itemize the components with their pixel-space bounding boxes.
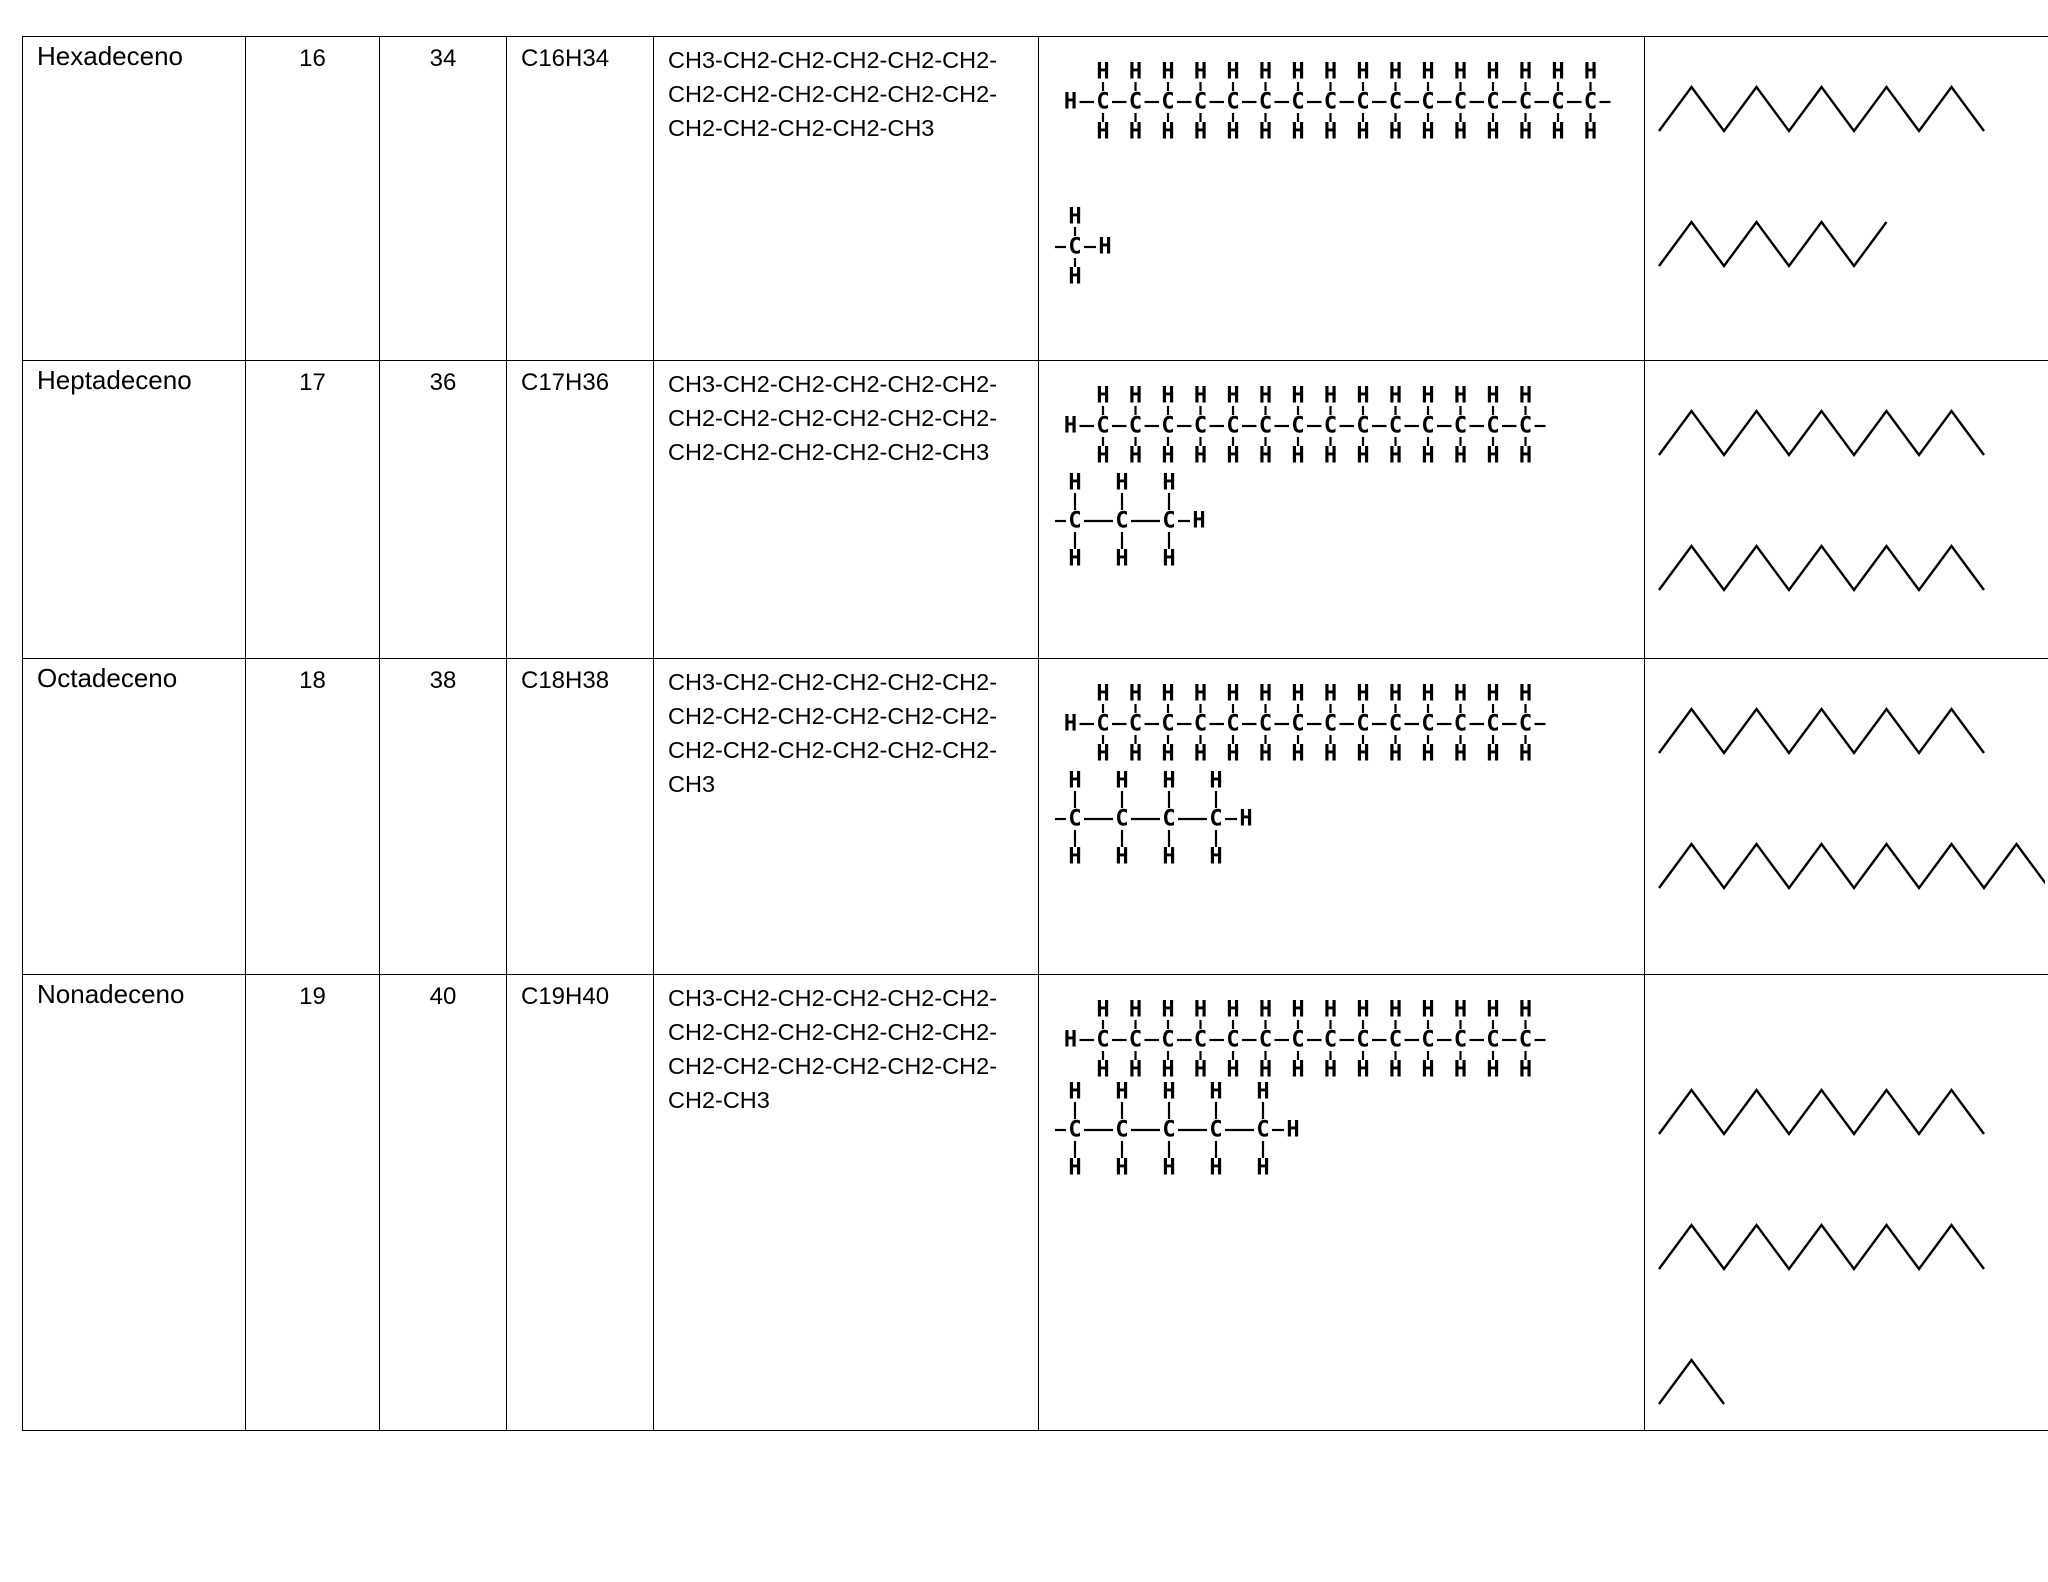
carbon-atom: C	[1161, 1027, 1175, 1053]
hydrogen-atom: H	[1128, 119, 1143, 145]
hydrogen-atom: H	[1356, 443, 1370, 469]
hydrogen-atom: H	[1162, 1155, 1176, 1181]
hydrogen-atom: H	[1258, 997, 1273, 1023]
hydrogen-atom: H	[1518, 383, 1533, 409]
hydrogen-atom: H	[1258, 1057, 1273, 1083]
carbon-atom: C	[1162, 1117, 1176, 1143]
hydrogen-atom: H	[1323, 119, 1338, 145]
hydrogen-atom: H	[1128, 681, 1143, 707]
hydrogen-atom: H	[1161, 443, 1175, 469]
carbon-atom: C	[1226, 1027, 1240, 1053]
hydrogen-atom: H	[1356, 741, 1370, 767]
hydrogen-atom: H	[1486, 997, 1500, 1023]
hydrogen-atom: H	[1486, 59, 1500, 85]
hydrogen-atom: H	[1453, 119, 1468, 145]
table-row	[23, 975, 2048, 1431]
hydrogen-atom: H	[1323, 1057, 1338, 1083]
carbon-atom: C	[1388, 413, 1403, 439]
hydrogen-atom: H	[1161, 383, 1175, 409]
hydrogen-count: 36	[380, 361, 507, 659]
hydrogen-atom: H	[1583, 59, 1598, 85]
carbon-atom: C	[1323, 413, 1338, 439]
hydrogen-atom: H	[1518, 59, 1533, 85]
carbon-atom: C	[1068, 806, 1082, 832]
skeletal-formula	[1645, 361, 2048, 658]
hydrogen-atom: H	[1096, 681, 1110, 707]
hydrogen-atom: H	[1193, 383, 1208, 409]
hydrogen-atom: H	[1063, 711, 1078, 737]
carbon-atom: C	[1291, 1027, 1305, 1053]
skeletal-chain	[1659, 1360, 1724, 1404]
hydrogen-atom: H	[1291, 1057, 1305, 1083]
hydrogen-atom: H	[1226, 443, 1240, 469]
hydrogen-atom: H	[1063, 1027, 1078, 1053]
hydrogen-count: 40	[380, 975, 507, 1431]
hydrogen-atom: H	[1128, 59, 1143, 85]
table-row	[23, 361, 2048, 659]
hydrogen-atom: H	[1161, 681, 1175, 707]
hydrogen-atom: H	[1323, 997, 1338, 1023]
alkane-table	[22, 36, 2048, 1431]
carbon-atom: C	[1115, 508, 1129, 534]
hydrogen-atom: H	[1486, 383, 1500, 409]
structural-formula	[1039, 659, 1644, 969]
hydrogen-atom: H	[1388, 59, 1403, 85]
hydrogen-atom: H	[1291, 681, 1305, 707]
hydrogen-atom: H	[1162, 844, 1176, 870]
hydrogen-atom: H	[1291, 119, 1305, 145]
carbon-atom: C	[1323, 89, 1338, 115]
carbon-atom: C	[1226, 89, 1240, 115]
carbon-atom: C	[1161, 413, 1175, 439]
hydrogen-atom: H	[1161, 1057, 1175, 1083]
hydrogen-atom: H	[1421, 997, 1435, 1023]
carbon-atom: C	[1209, 806, 1223, 832]
hydrogen-atom: H	[1291, 443, 1305, 469]
hydrogen-atom: H	[1209, 1079, 1223, 1105]
hydrogen-atom: H	[1258, 119, 1273, 145]
hydrogen-atom: H	[1068, 768, 1082, 794]
hydrogen-atom: H	[1486, 119, 1500, 145]
carbon-atom: C	[1096, 711, 1110, 737]
hydrogen-atom: H	[1323, 741, 1338, 767]
hydrogen-atom: H	[1128, 1057, 1143, 1083]
hydrogen-atom: H	[1162, 470, 1176, 496]
hydrogen-atom: H	[1453, 741, 1468, 767]
hydrogen-atom: H	[1098, 234, 1112, 260]
hydrogen-atom: H	[1162, 1079, 1176, 1105]
skeletal-formula	[1645, 975, 2048, 1430]
hydrogen-atom: H	[1209, 768, 1223, 794]
carbon-atom: C	[1388, 1027, 1403, 1053]
structural-formula	[1039, 37, 1644, 355]
carbon-atom: C	[1128, 89, 1143, 115]
hydrogen-atom: H	[1453, 681, 1468, 707]
hydrogen-atom: H	[1115, 546, 1129, 572]
hydrogen-atom: H	[1226, 741, 1240, 767]
hydrogen-atom: H	[1115, 768, 1129, 794]
carbon-atom: C	[1291, 711, 1305, 737]
hydrogen-atom: H	[1063, 89, 1078, 115]
hydrogen-atom: H	[1486, 1057, 1500, 1083]
hydrogen-atom: H	[1356, 997, 1370, 1023]
carbon-atom: C	[1128, 711, 1143, 737]
hydrogen-atom: H	[1323, 59, 1338, 85]
carbon-atom: C	[1356, 1027, 1370, 1053]
hydrogen-count: 38	[380, 659, 507, 975]
molecular-formula: C18H38	[507, 659, 654, 975]
carbon-atom: C	[1128, 413, 1143, 439]
carbon-atom: C	[1161, 711, 1175, 737]
carbon-atom: C	[1068, 1117, 1082, 1143]
hydrogen-atom: H	[1258, 741, 1273, 767]
compound-name: Octadeceno	[23, 659, 246, 975]
hydrogen-atom: H	[1453, 383, 1468, 409]
carbon-atom: C	[1258, 89, 1273, 115]
hydrogen-atom: H	[1291, 741, 1305, 767]
hydrogen-atom: H	[1193, 681, 1208, 707]
hydrogen-atom: H	[1192, 508, 1206, 534]
carbon-atom: C	[1486, 89, 1500, 115]
hydrogen-atom: H	[1551, 119, 1565, 145]
skeletal-formula-cell	[1645, 361, 2048, 659]
semi-developed-formula: CH3-CH2-CH2-CH2-CH2-CH2- CH2-CH2-CH2-CH2-CH2-CH2- CH2-CH2-CH2-CH2-CH2-CH2- CH2-CH3	[654, 975, 1039, 1431]
carbon-count: 18	[246, 659, 380, 975]
hydrogen-atom: H	[1388, 119, 1403, 145]
hydrogen-atom: H	[1486, 741, 1500, 767]
hydrogen-atom: H	[1128, 741, 1143, 767]
hydrogen-atom: H	[1226, 59, 1240, 85]
hydrogen-atom: H	[1193, 997, 1208, 1023]
hydrogen-atom: H	[1356, 681, 1370, 707]
carbon-atom: C	[1291, 89, 1305, 115]
hydrogen-atom: H	[1096, 443, 1110, 469]
hydrogen-atom: H	[1162, 768, 1176, 794]
carbon-atom: C	[1115, 806, 1129, 832]
table-row	[23, 659, 2048, 975]
hydrogen-atom: H	[1096, 997, 1110, 1023]
compound-name: Heptadeceno	[23, 361, 246, 659]
hydrogen-atom: H	[1068, 844, 1082, 870]
carbon-atom: C	[1115, 1117, 1129, 1143]
hydrogen-atom: H	[1323, 443, 1338, 469]
hydrogen-atom: H	[1518, 119, 1533, 145]
carbon-atom: C	[1453, 1027, 1468, 1053]
carbon-atom: C	[1068, 234, 1082, 260]
hydrogen-atom: H	[1115, 844, 1129, 870]
hydrogen-atom: H	[1291, 59, 1305, 85]
hydrogen-atom: H	[1068, 470, 1082, 496]
hydrogen-atom: H	[1421, 681, 1435, 707]
structural-formula-cell	[1039, 37, 1645, 361]
hydrogen-atom: H	[1162, 546, 1176, 572]
hydrogen-atom: H	[1583, 119, 1598, 145]
hydrogen-atom: H	[1226, 681, 1240, 707]
hydrogen-atom: H	[1096, 1057, 1110, 1083]
hydrogen-atom: H	[1256, 1155, 1270, 1181]
structural-formula-cell	[1039, 361, 1645, 659]
hydrogen-atom: H	[1068, 264, 1082, 290]
hydrogen-atom: H	[1388, 741, 1403, 767]
skeletal-chain	[1659, 1090, 1984, 1134]
carbon-atom: C	[1096, 1027, 1110, 1053]
hydrogen-atom: H	[1068, 1155, 1082, 1181]
carbon-atom: C	[1421, 711, 1435, 737]
carbon-atom: C	[1209, 1117, 1223, 1143]
hydrogen-atom: H	[1286, 1117, 1300, 1143]
hydrogen-atom: H	[1068, 546, 1082, 572]
hydrogen-atom: H	[1161, 741, 1175, 767]
skeletal-formula	[1645, 659, 2048, 974]
hydrogen-atom: H	[1356, 1057, 1370, 1083]
carbon-atom: C	[1453, 711, 1468, 737]
carbon-atom: C	[1128, 1027, 1143, 1053]
hydrogen-atom: H	[1421, 443, 1435, 469]
structural-formula	[1039, 975, 1644, 1425]
skeletal-formula-cell	[1645, 975, 2048, 1431]
carbon-atom: C	[1583, 89, 1598, 115]
carbon-atom: C	[1388, 89, 1403, 115]
hydrogen-atom: H	[1209, 1155, 1223, 1181]
hydrogen-atom: H	[1226, 1057, 1240, 1083]
skeletal-chain	[1659, 411, 1984, 455]
molecular-formula: C17H36	[507, 361, 654, 659]
carbon-atom: C	[1453, 89, 1468, 115]
hydrogen-atom: H	[1518, 443, 1533, 469]
hydrogen-atom: H	[1258, 383, 1273, 409]
carbon-atom: C	[1388, 711, 1403, 737]
hydrogen-atom: H	[1096, 741, 1110, 767]
hydrogen-atom: H	[1323, 681, 1338, 707]
carbon-atom: C	[1258, 711, 1273, 737]
hydrogen-atom: H	[1226, 383, 1240, 409]
hydrogen-atom: H	[1388, 1057, 1403, 1083]
skeletal-chain	[1659, 546, 1984, 590]
hydrogen-atom: H	[1453, 997, 1468, 1023]
hydrogen-atom: H	[1193, 59, 1208, 85]
hydrogen-atom: H	[1486, 681, 1500, 707]
carbon-atom: C	[1421, 89, 1435, 115]
skeletal-chain	[1659, 222, 1887, 266]
hydrogen-atom: H	[1388, 383, 1403, 409]
carbon-count: 16	[246, 37, 380, 361]
carbon-atom: C	[1068, 508, 1082, 534]
hydrogen-atom: H	[1256, 1079, 1270, 1105]
carbon-atom: C	[1551, 89, 1565, 115]
carbon-atom: C	[1193, 1027, 1208, 1053]
hydrogen-atom: H	[1193, 1057, 1208, 1083]
carbon-atom: C	[1421, 413, 1435, 439]
structural-formula-cell	[1039, 659, 1645, 975]
carbon-atom: C	[1096, 413, 1110, 439]
table-row	[23, 37, 2048, 361]
hydrogen-atom: H	[1193, 741, 1208, 767]
carbon-atom: C	[1162, 806, 1176, 832]
hydrogen-atom: H	[1551, 59, 1565, 85]
carbon-atom: C	[1356, 89, 1370, 115]
compound-name: Nonadeceno	[23, 975, 246, 1431]
structural-formula	[1039, 361, 1644, 653]
hydrogen-atom: H	[1226, 997, 1240, 1023]
hydrogen-atom: H	[1068, 204, 1082, 230]
hydrogen-atom: H	[1421, 383, 1435, 409]
hydrogen-atom: H	[1518, 741, 1533, 767]
molecular-formula: C19H40	[507, 975, 654, 1431]
carbon-atom: C	[1486, 711, 1500, 737]
hydrogen-atom: H	[1388, 681, 1403, 707]
carbon-atom: C	[1518, 413, 1533, 439]
hydrogen-atom: H	[1421, 119, 1435, 145]
hydrogen-atom: H	[1115, 1155, 1129, 1181]
hydrogen-atom: H	[1258, 443, 1273, 469]
carbon-atom: C	[1161, 89, 1175, 115]
hydrogen-count: 34	[380, 37, 507, 361]
hydrogen-atom: H	[1193, 119, 1208, 145]
hydrogen-atom: H	[1226, 119, 1240, 145]
semi-developed-formula: CH3-CH2-CH2-CH2-CH2-CH2- CH2-CH2-CH2-CH2-CH2-CH2- CH2-CH2-CH2-CH2-CH2-CH2- CH3	[654, 659, 1039, 975]
skeletal-chain	[1659, 87, 1984, 131]
skeletal-chain	[1659, 1225, 1984, 1269]
hydrogen-atom: H	[1356, 59, 1370, 85]
hydrogen-atom: H	[1291, 997, 1305, 1023]
hydrogen-atom: H	[1115, 1079, 1129, 1105]
carbon-atom: C	[1291, 413, 1305, 439]
carbon-atom: C	[1162, 508, 1176, 534]
carbon-atom: C	[1486, 1027, 1500, 1053]
carbon-atom: C	[1518, 1027, 1533, 1053]
hydrogen-atom: H	[1518, 997, 1533, 1023]
hydrogen-atom: H	[1063, 413, 1078, 439]
hydrogen-atom: H	[1258, 59, 1273, 85]
hydrogen-atom: H	[1258, 681, 1273, 707]
hydrogen-atom: H	[1193, 443, 1208, 469]
carbon-atom: C	[1256, 1117, 1270, 1143]
semi-developed-formula: CH3-CH2-CH2-CH2-CH2-CH2- CH2-CH2-CH2-CH2-CH2-CH2- CH2-CH2-CH2-CH2-CH2-CH3	[654, 361, 1039, 659]
hydrogen-atom: H	[1356, 383, 1370, 409]
carbon-atom: C	[1193, 413, 1208, 439]
skeletal-formula-cell	[1645, 659, 2048, 975]
hydrogen-atom: H	[1453, 1057, 1468, 1083]
hydrogen-atom: H	[1096, 383, 1110, 409]
carbon-atom: C	[1486, 413, 1500, 439]
carbon-atom: C	[1421, 1027, 1435, 1053]
hydrogen-atom: H	[1486, 443, 1500, 469]
carbon-atom: C	[1226, 711, 1240, 737]
hydrogen-atom: H	[1128, 443, 1143, 469]
hydrogen-atom: H	[1239, 806, 1253, 832]
hydrogen-atom: H	[1096, 119, 1110, 145]
hydrogen-atom: H	[1068, 1079, 1082, 1105]
hydrogen-atom: H	[1209, 844, 1223, 870]
carbon-atom: C	[1096, 89, 1110, 115]
carbon-atom: C	[1518, 711, 1533, 737]
hydrogen-atom: H	[1518, 1057, 1533, 1083]
hydrogen-atom: H	[1291, 383, 1305, 409]
hydrogen-atom: H	[1421, 59, 1435, 85]
hydrogen-atom: H	[1388, 997, 1403, 1023]
hydrogen-atom: H	[1128, 997, 1143, 1023]
hydrogen-atom: H	[1115, 470, 1129, 496]
carbon-atom: C	[1356, 413, 1370, 439]
hydrogen-atom: H	[1388, 443, 1403, 469]
carbon-atom: C	[1226, 413, 1240, 439]
carbon-atom: C	[1258, 413, 1273, 439]
hydrogen-atom: H	[1518, 681, 1533, 707]
carbon-atom: C	[1323, 711, 1338, 737]
carbon-count: 17	[246, 361, 380, 659]
carbon-atom: C	[1518, 89, 1533, 115]
semi-developed-formula: CH3-CH2-CH2-CH2-CH2-CH2- CH2-CH2-CH2-CH2-CH2-CH2- CH2-CH2-CH2-CH2-CH3	[654, 37, 1039, 361]
hydrogen-atom: H	[1453, 443, 1468, 469]
hydrogen-atom: H	[1128, 383, 1143, 409]
skeletal-chain	[1659, 844, 2045, 888]
skeletal-formula-cell	[1645, 37, 2048, 361]
skeletal-chain	[1659, 709, 1984, 753]
hydrogen-atom: H	[1356, 119, 1370, 145]
carbon-atom: C	[1258, 1027, 1273, 1053]
compound-name: Hexadeceno	[23, 37, 246, 361]
carbon-atom: C	[1453, 413, 1468, 439]
hydrogen-atom: H	[1323, 383, 1338, 409]
carbon-atom: C	[1193, 89, 1208, 115]
hydrogen-atom: H	[1161, 997, 1175, 1023]
carbon-atom: C	[1193, 711, 1208, 737]
carbon-atom: C	[1323, 1027, 1338, 1053]
hydrogen-atom: H	[1421, 741, 1435, 767]
carbon-atom: C	[1356, 711, 1370, 737]
hydrogen-atom: H	[1453, 59, 1468, 85]
hydrogen-atom: H	[1421, 1057, 1435, 1083]
skeletal-formula	[1645, 37, 2048, 360]
hydrogen-atom: H	[1096, 59, 1110, 85]
carbon-count: 19	[246, 975, 380, 1431]
hydrogen-atom: H	[1161, 59, 1175, 85]
structural-formula-cell	[1039, 975, 1645, 1431]
molecular-formula: C16H34	[507, 37, 654, 361]
hydrogen-atom: H	[1161, 119, 1175, 145]
